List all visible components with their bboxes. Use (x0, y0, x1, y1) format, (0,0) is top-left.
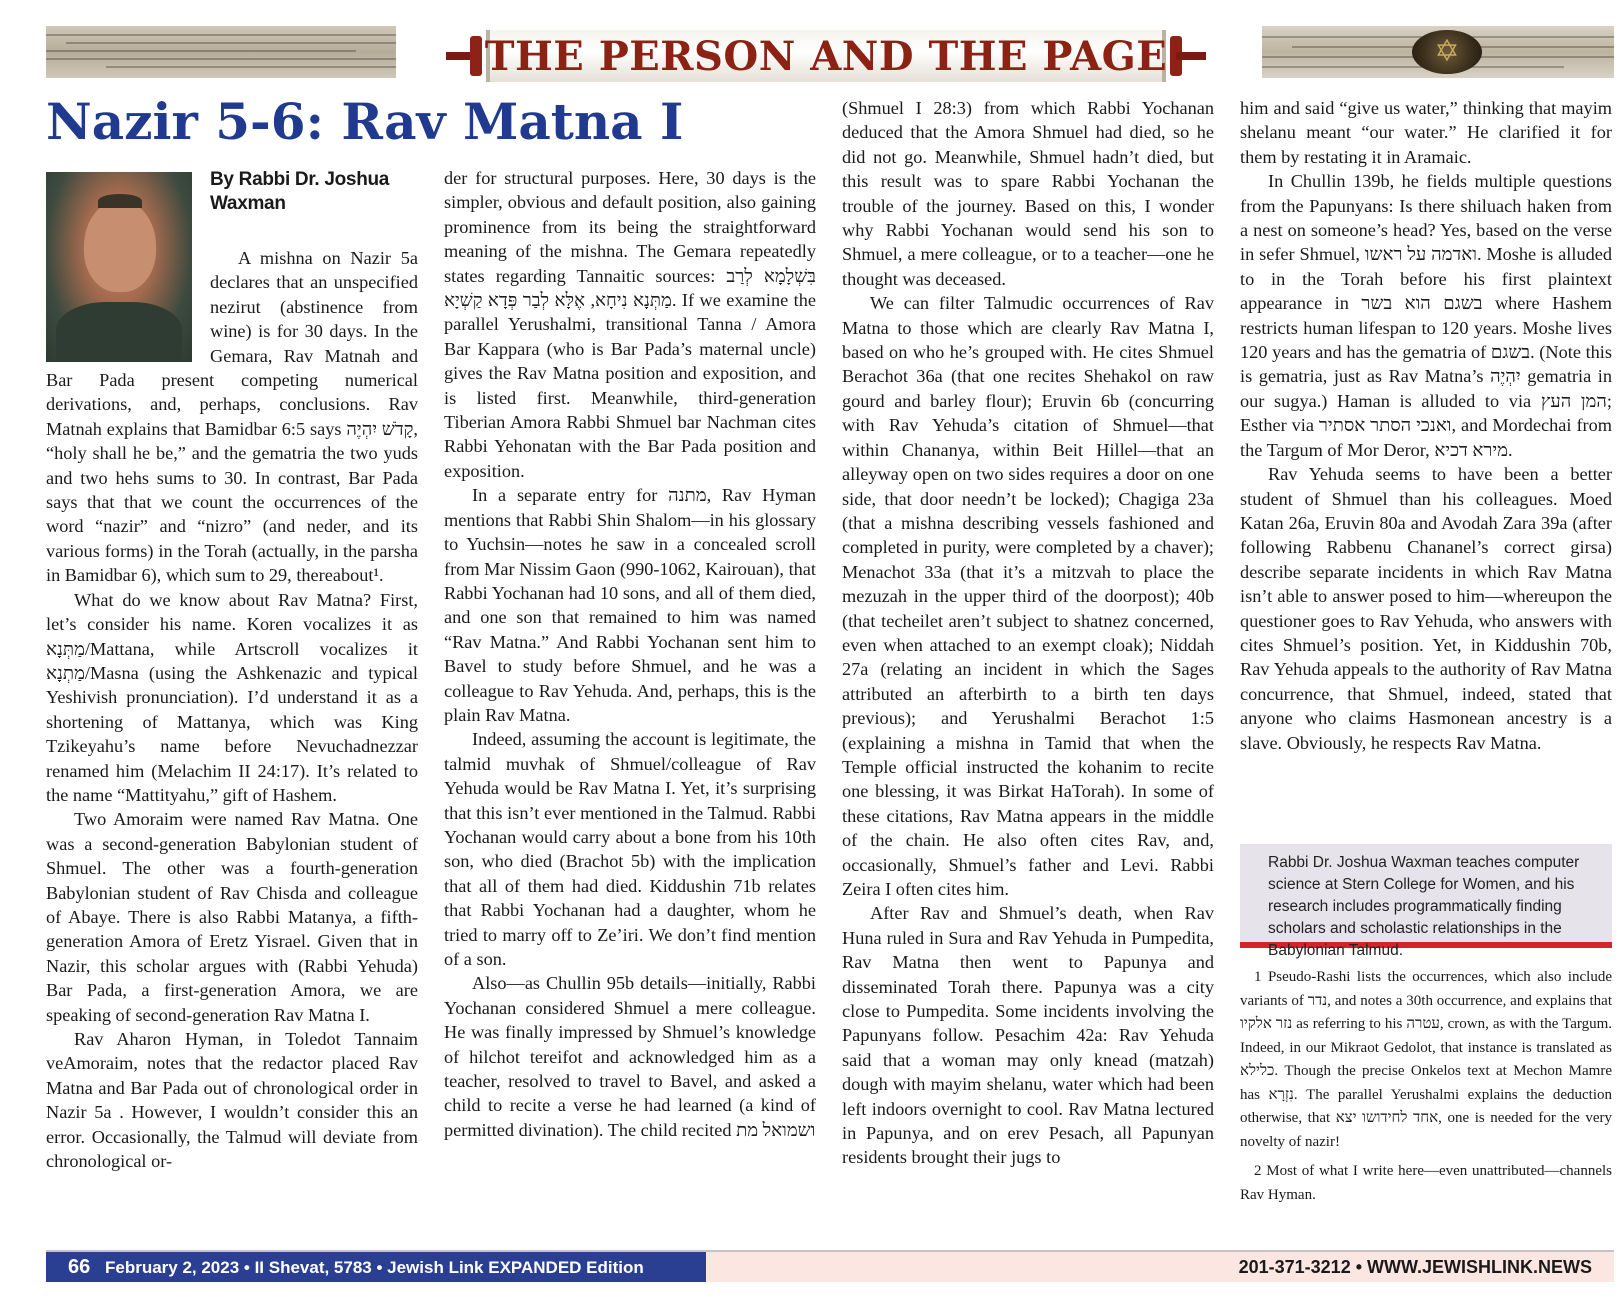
footnote: 2 Most of what I write here—even unattributed—channels Rav Hyman. (1240, 1163, 1612, 1203)
article-column-4 (1240, 96, 1612, 822)
scroll-body (486, 30, 1166, 82)
paragraph: A mishna on Nazir 5a declares that an unspecified nezirut (abstinence from wine) is for 30 days. In the Gemara, Rav Matnah and Bar Pada present competing numerical derivations, and, perhaps, conclusions. Rav Matnah explains that Bamidbar 6:5 says קָדֹשׁ יִהְיֶה, “holy shall he be,” and the gematria the two yuds and two hehs sums to 30. In contrast, Bar Pada says that that we count the occurrences of the word “nazir” and “nizro” (and neder, and its various forms) in the Torah (actually, in the parsha in Bamidbar 6), which sum to 29, thereabout¹. (46, 248, 418, 586)
author-bio-box: Rabbi Dr. Joshua Waxman teaches computer science at Stern College for Women, and his research includes programmatically finding scholars and scholastic relationships in the Babylonian Talmud. (1240, 844, 1612, 948)
paragraph: We can filter Talmudic occurrences of Rav Matna to those which are clearly Rav Matna I, based on who he’s grouped with. He cites Shmuel Berachot 36a (that one recites Shehakol on raw gourd and barley flour); Eruvin 6b (concurring with Rav Yehuda’s citation of Shmuel—that within Chananya, within Beit Hillel—that an alleyway open on two sides requires a door on one side, that door needn’t be locked); Chagiga 23a (that a mishna describing vessels fashioned and completed in purity, were completed by a chaver); Menachot 33a (that it’s a mitzvah to place the mezuzah in the upper third of the doorpost); 40b (that techeilet aren’t subject to shatnez concerned, even when attached to an exempt cloak); Niddah 27a (relating an incident in which the Sages attributed an afterbirth to a birth ten days previous); and Yerushalmi Berachot 1:5 (explaining a mishna in Tamid that when the Temple official instructed the kohanim to recite one blessing, it was Birkat HaTorah). In some of these citations, Rav Matna appears in the middle of the chain. He also often cites Rav, and, occasionally, Shmuel’s father and Levi. Rabbi Zeira I often cites him. (842, 293, 1214, 899)
scroll-rod-right (1176, 52, 1206, 60)
paragraph: (Shmuel I 28:3) from which Rabbi Yochanan deduced that the Amora Shmuel had died, so he did not go. Meanwhile, Shmuel hadn’t died, but this result was to spare Rabbi Yochanan the trouble of the journey. Based on this, I wonder why Rabbi Yochanan would send his son to Shmuel, a mere colleague, or to a teacher—one he thought was deceased. (842, 98, 1214, 289)
paragraph: Two Amoraim were named Rav Matna. One was a second-generation Babylonian student of Shmuel. The other was a fourth-generation Babylonian student of Rav Chisda and colleague of Abaye. There is also Rabbi Matanya, a fifth-generation Amora of Eretz Yisrael. Given that in Nazir, this scholar argues with (Rabbi Yehuda) Bar Pada, a first-generation Amora, we are speaking of second-generation Rav Matna I. (46, 809, 418, 1025)
header-seal-image-right (1262, 26, 1614, 78)
paragraph: Indeed, assuming the account is legitimate, the talmid muvhak of Shmuel/colleague of Rav Yehuda would be Rav Matna I. Yet, it’s surprising that this isn’t ever mentioned in the Talmud. Rabbi Yochanan would carry about a bone from his 10th son, who died (Brachot 5b) with the implication that all of them had died. Kiddushin 71b relates that Rabbi Yochanan had a daughter, whom he tried to marry off to Ze’iri. We don’t find mention of a son. (444, 729, 816, 969)
paragraph: Rav Yehuda seems to have been a better student of Shmuel than his colleagues. Moed Katan 26a, Eruvin 80a and Avodah Zara 39a (after following Rabbenu Chananel’s correct girsa) describe separate incidents in which Rav Matna isn’t able to answer posed to him—whereupon the questioner goes to Rav Yehuda, who answers with cites Shmuel’s position. Yet, in Kiddushin 70b, Rav Yehuda appeals to the authority of Rav Matna concurrence, that Shmuel, indeed, stated that anyone who claims Hasmonean ancestry is a slave. Obviously, he respects Rav Matna. (1240, 464, 1612, 753)
contact-line: 201-371-3212 • WWW.JEWISHLINK.NEWS (1238, 1257, 1592, 1277)
author-byline: By Rabbi Dr. Joshua Waxman (210, 169, 390, 214)
header-scroll-image-left (46, 26, 396, 78)
paragraph: Rav Aharon Hyman, in Toledot Tannaim veAmoraim, notes that the redactor placed Rav Matna and Bar Pada out of chronological order in Nazir 5a . However, I wouldn’t consider this an error. Occasionally, the Talmud will deviate from chronological or- (46, 1029, 418, 1172)
paragraph: In a separate entry for מתנה, Rav Hyman mentions that Rabbi Shin Shalom—in his glossary to Yuchsin—notes he saw in a concealed scroll from Mar Nissim Gaon (990-1062, Kairouan), that Rabbi Yochanan had 10 sons, and all of them died, and one son that remained to him was named “Rav Matna.” And Rabbi Yochanan sent him to Bavel to study before Shmuel, and he was a colleague to Rav Yehuda. And, perhaps, this is the plain Rav Matna. (444, 485, 816, 725)
paragraph: After Rav and Shmuel’s death, when Rav Huna ruled in Sura and Rav Yehuda in Pumpedita, Rav Matna then went to Papunya and disseminated Torah there. Papunya was a city close to Pumpedita. Some incidents involving the Papunyans follow. Pesachim 42a: Rav Yehuda said that a woman may only knead (matzah) dough with mayim shelanu, water which had been left indoors overnight to cool. Rav Matna lectured in Papunya, and on erev Pesach, all Papunyan residents brought their jugs to (842, 903, 1214, 1168)
footer-edition-bar (46, 1252, 706, 1282)
paragraph: him and said “give us water,” thinking that mayim shelanu meant “our water.” He clarified it for them by restating it in Aramaic. (1240, 98, 1612, 167)
edition-line: February 2, 2023 • II Shevat, 5783 • Jewish Link EXPANDED Edition (104, 1258, 644, 1277)
article-column-3 (842, 96, 1214, 1238)
banner-title: THE PERSON AND THE PAGE (484, 32, 1168, 80)
paragraph: Also—as Chullin 95b details—initially, Rabbi Yochanan considered Shmuel a mere colleague. He was finally impressed by Shmuel’s knowledge of hilchot tereifot and acknowledged him as a teacher, resolved to travel to Bavel, and asked a child to recite a verse he had learned (a kind of permitted divination). The child recited ושמואל מת (444, 973, 816, 1140)
article-title: Nazir 5-6: Rav Matna I (46, 92, 684, 151)
paragraph: What do we know about Rav Matna? First, let’s consider his name. Koren vocalizes it as מַתְּנָא/Mattana, while Artscroll vocalizes it מַתְנָא/Masna (using the Ashkenazic and typical Yeshivish pronunciation). I’d understand it as a shortening of Mattanya, which was King Tzikeyahu’s name before Nevuchadnezzar renamed him (Melachim II 24:17). It’s related to the name “Mattityahu,” gift of Hashem. (46, 589, 418, 805)
paragraph: In Chullin 139b, he fields multiple questions from the Papunyans: Is there shiluach haken from a nest on someone’s head? Yes, based on the verse in sefer Shmuel, ואדמה על ראשו. Moshe is alluded to in the Torah before his first plaintext appearance in בשגם הוא בשר where Hashem restricts human lifespan to 120 years. Moshe lives 120 years and has the gematria of בשגם. (Note this is gematria, just as Rav Matna’s יִהְיֶה gematria in our sugya.) Haman is alluded to via המן העץ; Esther via ואנכי הסתר אסתיר, and Mordechai from the Targum of Mor Deror, מירא דכיא. (1240, 171, 1612, 460)
author-photo (46, 172, 192, 362)
article-column-1 (46, 168, 418, 1238)
page-number: 66 (68, 1256, 91, 1278)
article-column-2 (444, 166, 816, 1238)
footnote: 1 Pseudo-Rashi lists the occurrences, which also include variants of נדר, and notes a 30th occurrence, and explains that נזר אלקיו as referring to his עטרה, crown, as with the Targum. Indeed, in our Mikraot Gedolot, that instance is translated as כלילא. Though the precise Onkelos text at Mechon Mamre has נִזְרָא. The parallel Yerushalmi explains the deduction otherwise, that אחד לחידושו יצא, one is needed for the very novelty of nazir! (1240, 969, 1612, 1150)
star-of-david-icon: ✡ (1412, 30, 1482, 74)
scroll-knob-left (470, 36, 482, 76)
footnotes (1240, 966, 1612, 1228)
header-banner (446, 30, 1206, 82)
paragraph: der for structural purposes. Here, 30 days is the simpler, obvious and default position, also gaining prominence from its being the straightforward meaning of the mishna. The Gemara repeatedly states regarding Tannaitic sources: בִּשְׁלָמָא לְרַב מַתְּנָא נִיחָא, אֶלָּא לְבַר פְּדָא קַשְׁיָא. If we examine the parallel Yerushalmi, transitional Tanna / Amora Bar Kappara (who is Bar Pada’s maternal uncle) gives the Rav Matna position and exposition, and is listed first. Meanwhile, third-generation Tiberian Amora Rabbi Shmuel bar Nachman cites Rabbi Yehonatan with the Bar Pada position and exposition. (444, 168, 816, 481)
footer-contact-bar (706, 1252, 1614, 1282)
